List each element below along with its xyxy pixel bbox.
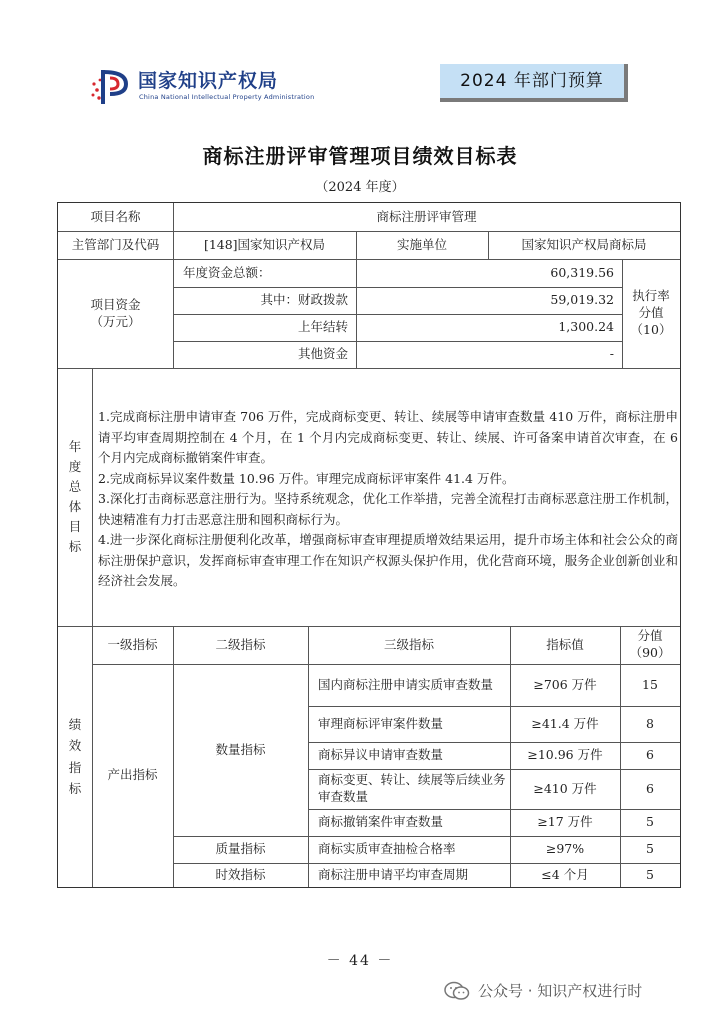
table-row-indicator: 商标异议申请审查数量 bbox=[318, 747, 444, 763]
year-label: 2024 年部门预算 bbox=[460, 71, 604, 91]
annual-goal-text bbox=[98, 407, 678, 592]
table-row-value: ≥410 万件 bbox=[533, 780, 597, 796]
table-row-indicator: 商标注册申请平均审查周期 bbox=[318, 866, 469, 882]
col-level1: 一级指标 bbox=[107, 636, 158, 652]
goal-paragraph-1: 1.完成商标注册申请审查 706 万件，完成商标变更、转让、续展等申请审查数量 410 万件，商标注册申请平均审查周期控制在 4 个月，在 1 个月内完成商标变更、转让、续展、许可备案申请首次审查，在 6 个月内完成商标撤销案件审查。 bbox=[98, 409, 678, 465]
level2-quantity: 数量指标 bbox=[215, 741, 266, 757]
table-row-value: ≤4 个月 bbox=[541, 866, 589, 882]
funds-fiscal-value: 59,019.32 bbox=[550, 292, 614, 308]
table-row-score: 5 bbox=[646, 841, 654, 857]
funds-carryover-value: 1,300.24 bbox=[558, 319, 614, 335]
page-header bbox=[0, 0, 720, 110]
table-row-value: ≥706 万件 bbox=[533, 676, 597, 692]
year-badge bbox=[440, 64, 628, 102]
col-value: 指标值 bbox=[546, 636, 584, 652]
dept-label: 主管部门及代码 bbox=[71, 236, 160, 252]
table-row-value: ≥97% bbox=[545, 841, 585, 857]
table-row-indicator: 商标撤销案件审查数量 bbox=[318, 814, 444, 830]
table-row-score: 5 bbox=[646, 814, 654, 830]
project-name-label: 项目名称 bbox=[90, 208, 141, 224]
page-number: － 44 － bbox=[326, 953, 394, 969]
goal-paragraph-3: 3.深化打击商标恶意注册行为。坚持系统观念，优化工作举措，完善全流程打击商标恶意注册工作机制，快速精准有力打击恶意注册和囤积商标行为。 bbox=[98, 491, 678, 527]
funds-label: 项目资金（万元） bbox=[90, 296, 141, 329]
table-row-indicator: 商标实质审查抽检合格率 bbox=[318, 841, 456, 857]
goal-paragraph-2: 2.完成商标异议案件数量 10.96 万件。审理完成商标评审案件 41.4 万件。 bbox=[98, 470, 515, 486]
col-level2: 二级指标 bbox=[215, 636, 266, 652]
watermark bbox=[444, 980, 642, 1001]
cnipa-logo-icon bbox=[88, 66, 132, 106]
funds-other-label: 其他资金 bbox=[297, 346, 348, 362]
funds-other-value: - bbox=[609, 346, 614, 362]
impl-value: 国家知识产权局商标局 bbox=[521, 236, 647, 252]
col-score: 分值（90） bbox=[629, 628, 671, 660]
wechat-icon bbox=[444, 981, 470, 1001]
project-name-value: 商标注册评审管理 bbox=[376, 208, 477, 224]
perf-label: 绩效指标 bbox=[68, 717, 82, 796]
table-row-score: 8 bbox=[646, 715, 654, 731]
annual-goal-label: 年度总体目标 bbox=[68, 439, 82, 554]
funds-fiscal-label: 其中：财政拨款 bbox=[260, 292, 348, 308]
table-row-score: 6 bbox=[646, 780, 654, 796]
table-row-score: 6 bbox=[646, 747, 654, 763]
col-level3: 三级指标 bbox=[383, 636, 434, 652]
watermark-text: 公众号 · 知识产权进行时 bbox=[478, 982, 643, 1000]
org-name-en: China National Intellectual Property Administration bbox=[139, 93, 315, 101]
exec-rate-label: 执行率分值（10） bbox=[630, 288, 672, 337]
level1-output: 产出指标 bbox=[107, 767, 158, 783]
performance-table bbox=[57, 202, 681, 888]
document-subtitle: （2024 年度） bbox=[315, 180, 405, 195]
goal-paragraph-4: 4.进一步深化商标注册便利化改革，增强商标审查审理提质增效结果运用，提升市场主体和社会公众的商标注册保护意识，发挥商标审查审理工作在知识产权源头保护作用，优化营商环境，服务企业创新创业和经济社会发展。 bbox=[98, 532, 678, 588]
funds-total-value: 60,319.56 bbox=[550, 264, 614, 280]
table-row-indicator: 商标变更、转让、续展等后续业务审查数量 bbox=[318, 772, 506, 804]
level2-quality: 质量指标 bbox=[215, 841, 266, 857]
table-row-value: ≥17 万件 bbox=[537, 814, 593, 830]
table-row-value: ≥41.4 万件 bbox=[531, 715, 599, 731]
funds-carryover-label: 上年结转 bbox=[297, 319, 348, 335]
table-row-value: ≥10.96 万件 bbox=[527, 747, 603, 763]
impl-label: 实施单位 bbox=[396, 236, 447, 252]
org-name: 国家知识产权局 bbox=[138, 70, 279, 92]
table-row-score: 15 bbox=[642, 676, 658, 692]
level2-time: 时效指标 bbox=[215, 866, 266, 882]
dept-value: [148]国家知识产权局 bbox=[203, 236, 326, 252]
funds-total-label: 年度资金总额： bbox=[183, 264, 271, 280]
document-title: 商标注册评审管理项目绩效目标表 bbox=[202, 144, 518, 168]
table-row-indicator: 国内商标注册申请实质审查数量 bbox=[318, 676, 494, 692]
table-row-indicator: 审理商标评审案件数量 bbox=[318, 715, 444, 731]
table-row-score: 5 bbox=[646, 866, 654, 882]
